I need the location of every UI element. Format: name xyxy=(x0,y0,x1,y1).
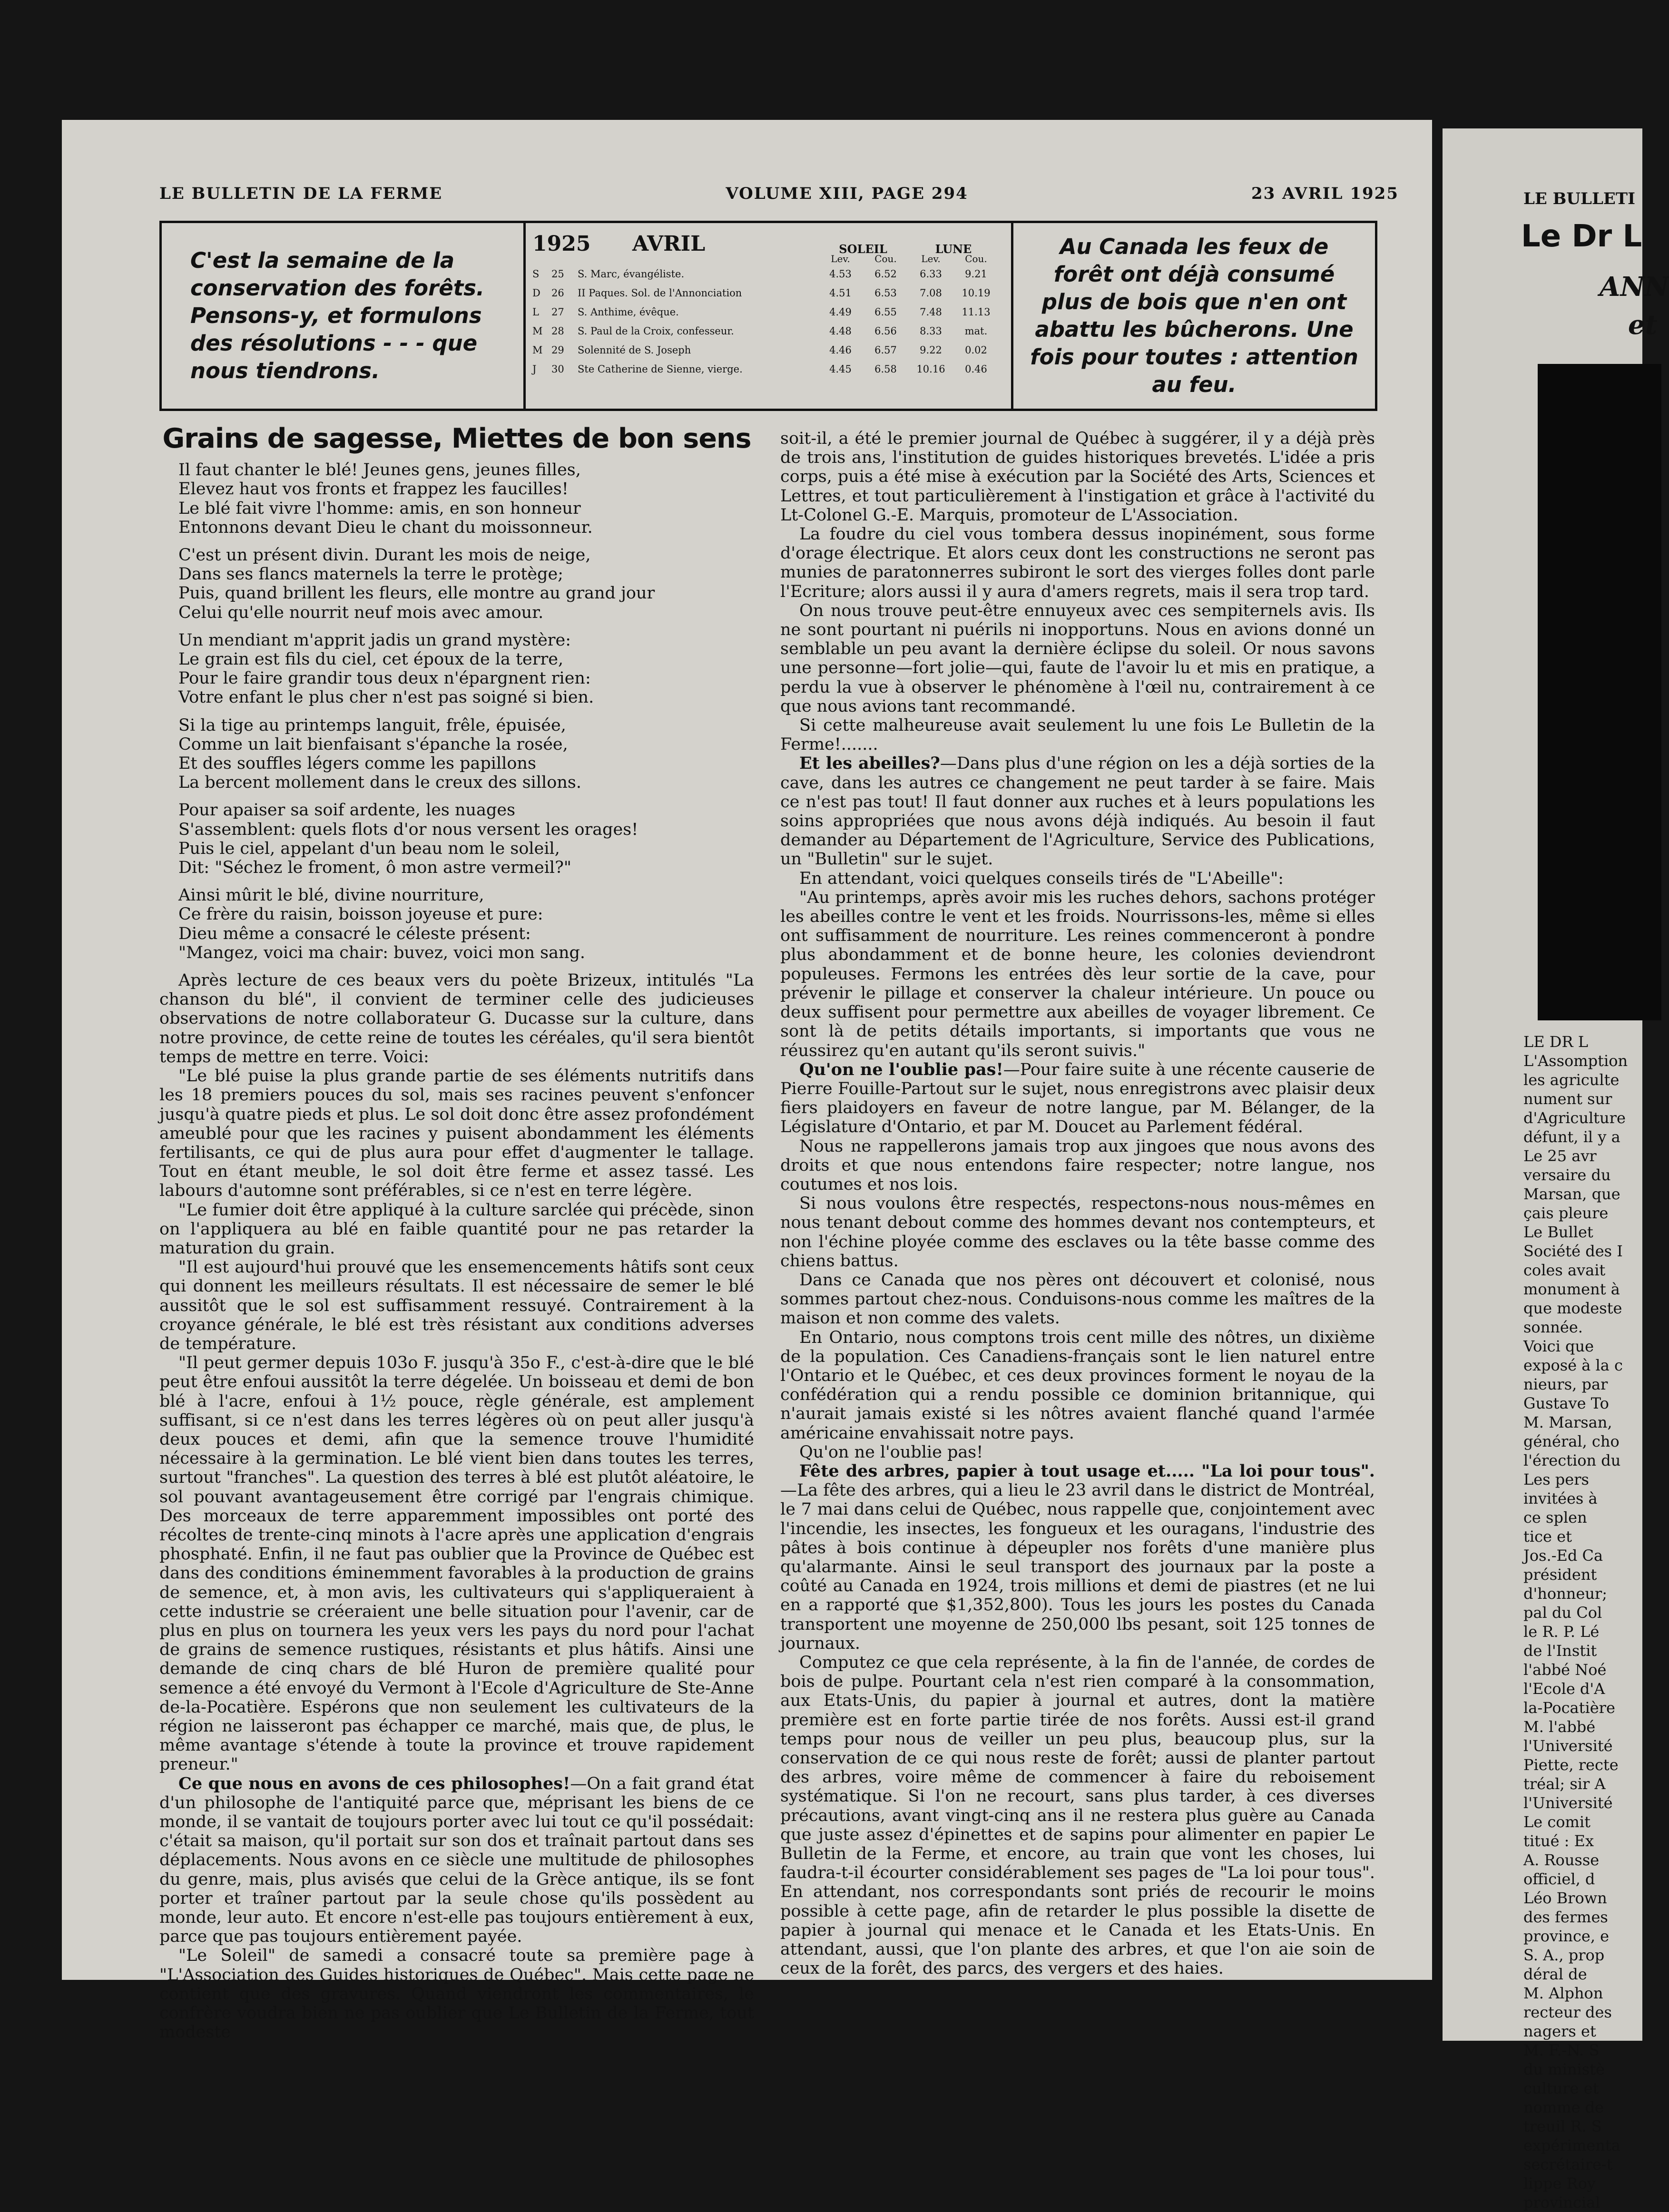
paragraph: Qu'on ne l'oublie pas!—Pour faire suite à une récente causerie de Pierre Fouille-Partout sur le sujet, nous enregistrons avec plaisir deux fiers plaidoyers en faveur de notre langue, par M. Bélanger, de la Législature d'Ontario, et par M. Doucet au Parlement fédéral. xyxy=(780,1059,1375,1137)
adjacent-text-line: Jos.-Ed Ca xyxy=(1523,1546,1603,1565)
moonset: 0.46 xyxy=(965,363,987,375)
sunrise: 4.51 xyxy=(829,287,852,299)
adjacent-text-line: Les pers xyxy=(1523,1470,1589,1488)
adjacent-text-line: l'Université xyxy=(1523,1737,1613,1755)
calendar-event: S. Anthime, évêque. xyxy=(578,306,679,318)
adjacent-text-line: Gustave To xyxy=(1523,1394,1609,1412)
right-column-text xyxy=(780,429,1375,1978)
calendar-event: S. Paul de la Croix, confesseur. xyxy=(578,325,734,337)
calendar-weekday: M xyxy=(532,344,543,356)
adjacent-text-line: Marsan, que xyxy=(1523,1185,1620,1203)
adjacent-text-line: versaire du xyxy=(1523,1166,1611,1184)
sunrise: 4.46 xyxy=(829,344,852,356)
adjacent-text-line: lippe Roy xyxy=(1523,2174,1596,2192)
calendar-row xyxy=(532,341,1004,360)
poem-line: Le grain est fils du ciel, cet époux de la terre, xyxy=(178,650,564,669)
adjacent-text-line: coles avait xyxy=(1523,1261,1606,1279)
calendar-lune-header: LUNE xyxy=(935,242,972,256)
paragraph: Et les abeilles?—Dans plus d'une région on les a déjà sorties de la cave, dans les autres ce changement ne peut tarder à se faire. Mais ce n'est pas tout! Il faut donner aux ruches et à leurs populations les soins appropriées que nous avons déjà indiqués. Au besoin il faut demander au Département de l'Agriculture, Service des Publications, un "Bulletin" sur le sujet. xyxy=(780,754,1375,869)
poem xyxy=(159,460,754,962)
soleil-lev-label: Lev. xyxy=(831,253,850,264)
adjacent-text-line: du ministè xyxy=(1523,2060,1605,2078)
calendar-day: 28 xyxy=(551,325,564,337)
adjacent-text-line: général, cho xyxy=(1523,1432,1620,1450)
poem-line: Dans ses flancs maternels la terre le protège; xyxy=(178,565,564,584)
calendar-day: 25 xyxy=(551,268,564,280)
paragraph: "Le Soleil" de samedi a consacré toute sa première page à "L'Association des Guides historiques de Québec". Mais cette page ne contient que des gravures. Quand viendront les commentaires, le confrère voudra bien ne pas oublier que Le Bulletin de la Ferme, tout modeste xyxy=(159,1946,754,2042)
adjacent-text-line: M. l'abbé xyxy=(1523,1718,1596,1736)
adjacent-text-line: les agriculte xyxy=(1523,1071,1620,1089)
lune-lev-label: Lev. xyxy=(921,253,941,264)
calendar-day: 26 xyxy=(551,287,564,299)
poem-line: Puis, quand brillent les fleurs, elle montre au grand jour xyxy=(178,584,655,603)
paragraph: Si cette malheureuse avait seulement lu une fois Le Bulletin de la Ferme!....... xyxy=(780,716,1375,754)
moonrise: 7.08 xyxy=(920,287,942,299)
adjacent-text-line: pal du Col xyxy=(1523,1604,1602,1622)
adjacent-text-line: ce splen xyxy=(1523,1508,1587,1527)
adjacent-text-line: Piette, recte xyxy=(1523,1756,1619,1774)
paragraph: En Ontario, nous comptons trois cent mille des nôtres, un dixième de la population. Ces Canadiens-français sont le lien naturel entre l'Ontario et le Québec, et ces deux provinces forment le noyau de la confédération qui a rendu possible ce dominion britannique, qui n'aurait jamais existé si les nôtres avaient flanché quand l'armée américaine envahissait notre pays. xyxy=(780,1328,1375,1443)
sunrise: 4.45 xyxy=(829,363,852,375)
sunset: 6.53 xyxy=(874,287,897,299)
adjacent-text-line: tice et xyxy=(1523,1527,1572,1546)
adjacent-text-line: la-Pocatière xyxy=(1523,1699,1615,1717)
poem-line: Celui qu'elle nourrit neuf mois avec amour. xyxy=(178,603,544,622)
soleil-cou-label: Cou. xyxy=(874,253,897,264)
calendar-month: AVRIL xyxy=(632,232,706,256)
adjacent-text-line: çais pleure xyxy=(1523,1204,1609,1222)
adjacent-text-line: Société des I xyxy=(1523,1242,1623,1260)
adjacent-text-line: M. Marsan, xyxy=(1523,1413,1612,1431)
adjacent-text-line: le R. P. Lé xyxy=(1523,1623,1600,1641)
adjacent-page-title: Le Dr L xyxy=(1521,219,1642,254)
calendar-header xyxy=(532,232,1004,256)
poem-line: Dieu même a consacré le céleste présent: xyxy=(178,924,531,943)
poem-line: S'assemblent: quels flots d'or nous versent les orages! xyxy=(178,820,638,839)
calendar-weekday: M xyxy=(532,325,543,337)
adjacent-text-line: de l'Instit xyxy=(1523,1642,1597,1660)
adjacent-text-line: S. A., prop xyxy=(1523,1946,1605,1964)
adjacent-text-line: LE DR L xyxy=(1523,1033,1588,1051)
paragraph: Fête des arbres, papier à tout usage et..... "La loi pour tous".—La fête des arbres, qui a lieu le 23 avril dans le district de Montréal, le 7 mai dans celui de Québec, nous rappelle que, conjointement avec l'incendie, les insectes, les fongueux et les ouragans, l'industrie des pâtes à bois continue à dépeupler nos forêts d'une manière plus qu'alarmante. Ainsi le seul transport des journaux par la poste a coûté au Canada en 1924, trois millions et demi de piastres (et ne lui en a rapporté que $1,352,800). Tous les jours les postes du Canada transportent une moyenne de 250,000 lbs pesant, soit 125 tonnes de journaux. xyxy=(780,1461,1375,1653)
article-title: Grains de sagesse, Miettes de bon sens xyxy=(162,423,751,454)
adjacent-text-line: sonnée. xyxy=(1523,1318,1583,1336)
sunset: 6.52 xyxy=(874,268,897,280)
paragraph: En attendant, voici quelques conseils tirés de "L'Abeille": xyxy=(799,869,1284,888)
sunrise: 4.48 xyxy=(829,325,852,337)
adjacent-page-head: LE BULLETI xyxy=(1523,189,1635,208)
calendar-soleil-header: SOLEIL xyxy=(839,242,887,256)
poem-stanza xyxy=(159,801,754,877)
moonrise: 6.33 xyxy=(920,268,942,280)
paragraph: "Le blé puise la plus grande partie de ses éléments nutritifs dans les 18 premiers pouces du sol, mais ses racines peuvent s'enfoncer jusqu'à quatre pieds et plus. Le sol doit donc être assez profondément ameublé pour que les racines y puisent abondamment les éléments fertilisants, ce qui de plus aura pour effet d'augmenter le tallage. Tout en étant meuble, le sol doit être ferme et assez tassé. Les labours d'automne sont préférables, si ce n'est en terre légère. xyxy=(159,1067,754,1201)
adjacent-text-line: l'érection du xyxy=(1523,1451,1621,1469)
running-head-volume: VOLUME XIII, PAGE 294 xyxy=(726,184,968,203)
moonset: 9.21 xyxy=(965,268,987,280)
paragraph: Nous ne rappellerons jamais trop aux jingoes que nous avons des droits et que nous entendons faire respecter; notre langue, nos coutumes et nos lois. xyxy=(780,1136,1375,1194)
adjacent-text-line: l'Université xyxy=(1523,1794,1613,1812)
adjacent-text-line: M. F.-N. S xyxy=(1523,2041,1600,2059)
poem-stanza xyxy=(159,631,754,707)
forest-fire-notice: Au Canada les feux de forêt ont déjà consumé plus de bois que n'en ont abattu les bûcherons. Une fois pour toutes : attention au feu. xyxy=(1030,234,1358,397)
calendar-weekday: J xyxy=(532,363,537,375)
poem-stanza xyxy=(159,886,754,962)
adjacent-text-line: titué : Ex xyxy=(1523,1832,1594,1850)
adjacent-text-line: recteur des xyxy=(1523,2003,1612,2021)
paragraph: On nous trouve peut-être ennuyeux avec ces sempiternels avis. Ils ne sont pourtant ni puérils ni inopportuns. Nous en avions donné un semblable un peu avant la dernière éclipse du soleil. Or nous savons une personne—fort jolie—qui, faute de l'avoir lu et mis en pratique, a perdu la vue à observer le phénomène à l'œil nu, contrairement à ce que nous avions tant recommandé. xyxy=(780,601,1375,716)
moonset: 10.19 xyxy=(962,287,991,299)
paragraph: Computez ce que cela représente, à la fin de l'année, de cordes de bois de pulpe. Pourtant cela n'est rien comparé à la consommation, aux Etats-Unis, du papier à journal et autres, dont la matière première est en forte partie tirée de nos forêts. Aussi est-il grand temps pour nous de veiller un peu plus, beaucoup plus, sur la conservation de ce qui nous reste de forêt; aussi de planter partout des arbres, voire même de commencer à faire du reboisement systématique. Si l'on ne recourt, sans plus tarder, à ces diverses précautions, avant vingt-cinq ans il ne restera plus guère au Canada que juste assez d'épinettes et de sapins pour alimenter en papier Le Bulletin de la Ferme, et encore, au train que vont les choses, lui faudra-t-il écourter considérablement ses pages de "La loi pour tous". En attendant, nos correspondants sont priés de recourir le moins possible à cette page, afin de retarder le plus possible la disette de papier à journal qui menace et le Canada et les Etats-Unis. En attendant, aussi, que l'on plante des arbres, et que l'on aie soin de ceux de la forêt, des parcs, des vergers et des haies. xyxy=(780,1653,1375,1978)
calendar-day: 27 xyxy=(551,306,564,318)
paragraph: "Il peut germer depuis 103o F. jusqu'à 35o F., c'est-à-dire que le blé peut être enfoui aussitôt la terre dégelée. Un boisseau et demi de bon blé à l'acre, enfoui à 1½ pouce, règle générale, est amplement suffisant, si ce n'est dans les terres légères où on peut aller jusqu'à deux pouces et demi, afin que la semence trouve l'humidité nécessaire à la germination. Le blé vient bien dans toutes les terres, surtout "franches". La question des terres à blé est plutôt aléatoire, le sol pouvant avantageusement être corrigé par l'engrais chimique. Des morceaux de terre apparemment impossibles ont porté des récoltes de trente-cinq minots à l'acre après une application d'engrais phosphaté. Enfin, il ne faut pas oublier que la Province de Québec est dans des conditions éminemment favorables à la production de grains de semence, et, à mon avis, les cultivateurs qui s'appliqueraient à cette industrie se créeraient une belle situation pour l'avenir, car de plus en plus on tournera les yeux vers les pays du nord pour l'achat de grains de semence rustiques, résistants et plus hâtifs. Ainsi une demande de cinq chars de blé Huron de première qualité pour semence a été envoyé du Vermont à l'Ecole d'Agriculture de Ste-Anne de-la-Pocatière. Espérons que non seulement les cultivateurs de la région ne laisseront pas échapper ce marché, mais que, de plus, le même avantage s'étende à toute la province et trouve rapidement preneur." xyxy=(159,1353,754,1774)
moonrise: 10.16 xyxy=(916,363,945,375)
poem-line: Si la tige au printemps languit, frêle, épuisée, xyxy=(178,715,566,735)
adjacent-text-line: culture et xyxy=(1523,2079,1599,2097)
adjacent-text-line: A. Rousse xyxy=(1523,1851,1600,1869)
poem-stanza xyxy=(159,716,754,793)
moonrise: 9.22 xyxy=(920,344,942,356)
paragraph: "Le fumier doit être appliqué à la culture sarclée qui précède, sinon on l'appliquera au blé en faible quantité pour ne pas retarder la maturation du grain. xyxy=(159,1200,754,1258)
sunset: 6.58 xyxy=(874,363,897,375)
poem-line: Pour le faire grandir tous deux n'épargnent rien: xyxy=(178,669,591,688)
moonrise: 7.48 xyxy=(920,306,942,318)
adjacent-text-line: expérimenta xyxy=(1523,2136,1620,2154)
running-head-date: 23 AVRIL 1925 xyxy=(1251,184,1399,203)
poem-stanza xyxy=(159,546,754,622)
calendar-row xyxy=(532,264,1004,284)
adjacent-text-line: défunt, il y a xyxy=(1523,1128,1620,1146)
poem-line: Il faut chanter le blé! Jeunes gens, jeunes filles, xyxy=(178,460,581,480)
paragraph-heading: Et les abeilles? xyxy=(799,754,940,773)
poem-line: Comme un lait bienfaisant s'épanche la rosée, xyxy=(178,734,568,754)
adjacent-page-subtitle-2: et xyxy=(1628,309,1658,341)
moonset: mat. xyxy=(964,325,988,337)
poem-line: Puis le ciel, appelant d'un beau nom le soleil, xyxy=(178,839,560,858)
calendar-weekday: S xyxy=(532,268,540,280)
left-column-text xyxy=(159,971,754,2042)
adjacent-text-line: Léo Brown xyxy=(1523,1889,1607,1907)
poem-line: La bercent mollement dans le creux des sillons. xyxy=(178,773,581,793)
adjacent-text-line: déral de xyxy=(1523,1965,1587,1983)
calendar-row xyxy=(532,303,1004,322)
lune-cou-label: Cou. xyxy=(965,253,987,264)
sunrise: 4.49 xyxy=(829,306,852,318)
poem-line: C'est un présent divin. Durant les mois de neige, xyxy=(178,546,591,565)
calendar-day: 30 xyxy=(551,363,564,375)
paragraph: Si nous voulons être respectés, respectons-nous nous-mêmes en nous tenant debout comme des hommes devant nos contempteurs, et non l'échine ployée comme des esclaves ou la tête basse comme des chiens battus. xyxy=(780,1194,1375,1271)
paragraph: La foudre du ciel vous tombera dessus inopinément, sous forme d'orage électrique. Et alors ceux dont les constructions ne seront pas munies de paratonnerres subiront le sort des vierges folles dont parle l'Ecriture; alors aussi il y aura d'amers regrets, mais il sera trop tard. xyxy=(780,525,1375,601)
adjacent-page xyxy=(1443,128,1669,2212)
adjacent-text-line: Le Bullet xyxy=(1523,1223,1593,1241)
running-head xyxy=(159,184,1399,203)
poem-line: Elevez haut vos fronts et frappez les faucilles! xyxy=(178,480,569,499)
adjacent-text-line: nagers et xyxy=(1523,2022,1596,2040)
calendar-year: 1925 xyxy=(532,232,591,256)
calendar-event: Ste Catherine de Sienne, vierge. xyxy=(578,363,743,375)
paragraph-heading: Fête des arbres, papier à tout usage et..... "La loi pour tous". xyxy=(799,1461,1375,1481)
poem-line: Entonnons devant Dieu le chant du moissonneur. xyxy=(178,518,593,537)
adjacent-text-line: l'Ecole d'A xyxy=(1523,1680,1605,1698)
adjacent-text-line: des fermes xyxy=(1523,1908,1608,1926)
sunset: 6.57 xyxy=(874,344,897,356)
paragraph-heading: Qu'on ne l'oublie pas! xyxy=(799,1059,1003,1079)
calendar-weekday: D xyxy=(532,287,540,299)
adjacent-text-line: tréal; sir A xyxy=(1523,1775,1606,1793)
adjacent-text-line: officiel, d xyxy=(1523,1870,1595,1888)
calendar-row xyxy=(532,360,1004,379)
adjacent-text-line: président xyxy=(1523,1566,1597,1584)
calendar-row xyxy=(532,284,1004,303)
calendar-event: Solennité de S. Joseph xyxy=(578,344,691,356)
adjacent-text-line: Le comit xyxy=(1523,1813,1590,1831)
paragraph-heading: Ce que nous en avons de ces philosophes! xyxy=(178,1773,570,1793)
adjacent-text-line: nomme de xyxy=(1523,2098,1604,2116)
header-box xyxy=(159,221,1377,411)
adjacent-text-line: nument sur xyxy=(1523,1090,1612,1108)
adjacent-text-line: exposé à la c xyxy=(1523,1356,1623,1374)
adjacent-text-line: M. Alphon xyxy=(1523,1984,1603,2002)
sunrise: 4.53 xyxy=(829,268,852,280)
adjacent-text-line: d'Agriculture xyxy=(1523,1109,1626,1127)
right-column xyxy=(780,429,1375,1978)
adjacent-text-line: L'Assomption xyxy=(1523,1052,1628,1070)
adjacent-text-line: que modeste xyxy=(1523,1299,1622,1317)
calendar-event: S. Marc, évangéliste. xyxy=(578,268,685,280)
paragraph: Dans ce Canada que nos pères ont découvert et colonisé, nous sommes partout chez-nous. Conduisons-nous comme les maîtres de la maison et non comme des valets. xyxy=(780,1270,1375,1328)
paragraph: Qu'on ne l'oublie pas! xyxy=(799,1442,983,1462)
poem-line: Et des souffles légers comme les papillons xyxy=(178,754,536,773)
sunset: 6.56 xyxy=(874,325,897,337)
adjacent-text-line: Voici que xyxy=(1523,1337,1594,1355)
calendar-event: II Paques. Sol. de l'Annonciation xyxy=(578,287,742,299)
sunset: 6.55 xyxy=(874,306,897,318)
left-column xyxy=(159,423,754,2042)
poem-line: Pour apaiser sa soif ardente, les nuages xyxy=(178,801,516,820)
paragraph: Après lecture de ces beaux vers du poète Brizeux, intitulés "La chanson du blé", il convient de terminer celle des judicieuses observations de notre collaborateur G. Ducasse sur la culture, dans notre province, de cette reine de toutes les céréales, qu'il sera bientôt temps de mettre en terre. Voici: xyxy=(159,971,754,1067)
poem-line: Un mendiant m'apprit jadis un grand mystère: xyxy=(178,630,571,650)
running-head-title: LE BULLETIN DE LA FERME xyxy=(159,184,443,203)
adjacent-text-line: Le 25 avr xyxy=(1523,1147,1597,1165)
paragraph: "Il est aujourd'hui prouvé que les ensemencements hâtifs sont ceux qui donnent les meilleurs résultats. Il est nécessaire de semer le blé aussitôt que le sol est suffisamment ressuyé. Contrairement à la croyance générale, le blé est très résistant aux conditions adverses de température. xyxy=(159,1258,754,1353)
calendar-weekday: L xyxy=(532,306,539,318)
adjacent-text-line: secrétaire-t xyxy=(1523,2155,1613,2173)
poem-stanza xyxy=(159,460,754,537)
calendar-row xyxy=(532,322,1004,341)
poem-line: Ce frère du raisin, boisson joyeuse et pure: xyxy=(178,905,543,924)
poem-line: Votre enfant le plus cher n'est pas soigné si bien. xyxy=(178,688,594,707)
calendar-day: 29 xyxy=(551,344,564,356)
moonrise: 8.33 xyxy=(920,325,942,337)
adjacent-text-line: nieurs, par xyxy=(1523,1375,1608,1393)
adjacent-text-line: treuil R. S xyxy=(1523,2117,1602,2135)
calendar-table xyxy=(523,223,1013,409)
adjacent-text-line: monument à xyxy=(1523,1280,1620,1298)
adjacent-text-line: provincial xyxy=(1523,2193,1600,2212)
adjacent-text-line: invitées à xyxy=(1523,1489,1598,1507)
newspaper-page xyxy=(62,120,1432,2042)
paragraph: Ce que nous en avons de ces philosophes!—On a fait grand état d'un philosophe de l'antiquité parce que, méprisant les biens de ce monde, il se vantait de toujours porter avec lui tout ce qu'il possédait: c'était sa maison, qu'il portait sur son dos et traînait partout dans ses déplacements. Nous avons en ce siècle une multitude de philosophes du genre, mais, plus avisés que celui de la Grèce antique, ils se font porter et traîner partout par la seule chose qu'ils possèdent au monde, leur auto. Et encore n'est-elle pas toujours entièrement à eux, parce que pas toujours entièrement payée. xyxy=(159,1773,754,1947)
adjacent-page-photo xyxy=(1538,364,1661,1020)
paragraph: soit-il, a été le premier journal de Québec à suggérer, il y a déjà près de trois ans, l'institution de guides historiques brevetés. L'idée a pris corps, puis a été mise à exécution par la Société des Arts, Sciences et Lettres, et tout particulièrement à l'instigation et grâce à l'activité du Lt-Colonel G.-E. Marquis, promoteur de L'Association. xyxy=(780,429,1375,525)
forest-conservation-notice: C'est la semaine de la conservation des forêts. Pensons-y, et formulons des résolutions - - - que nous tiendrons. xyxy=(190,248,485,383)
poem-line: Dit: "Séchez le froment, ô mon astre vermeil?" xyxy=(178,858,571,878)
adjacent-text-line: l'abbé Noé xyxy=(1523,1661,1607,1679)
calendar-rows xyxy=(532,264,1004,379)
poem-line: "Mangez, voici ma chair: buvez, voici mon sang. xyxy=(178,943,586,962)
adjacent-text-line: province, e xyxy=(1523,1927,1610,1945)
paragraph: "Au printemps, après avoir mis les ruches dehors, sachons protéger les abeilles contre le vent et les froids. Nourrissons-les, même si elles ont suffisamment de nourriture. Les reines commenceront à pondre plus abondamment et de bonne heure, les colonies deviendront populeuses. Fermons les entrées dès leur sortie de la cave, pour prévenir le pillage et conserver la chaleur intérieure. Un pouce ou deux suffisent pour permettre aux abeilles de voyager librement. Ce sont là de petits détails importants, si importants que vous ne réussirez qu'en autant qu'ils seront suivis." xyxy=(780,888,1375,1060)
moonset: 0.02 xyxy=(965,344,987,356)
poem-line: Ainsi mûrit le blé, divine nourriture, xyxy=(178,886,484,905)
adjacent-page-text xyxy=(1523,1032,1642,2212)
poem-line: Le blé fait vivre l'homme: amis, en son honneur xyxy=(178,499,581,518)
adjacent-page-subtitle-1: ANN xyxy=(1600,271,1669,303)
moonset: 11.13 xyxy=(962,306,991,318)
adjacent-text-line: d'honneur; xyxy=(1523,1585,1607,1603)
